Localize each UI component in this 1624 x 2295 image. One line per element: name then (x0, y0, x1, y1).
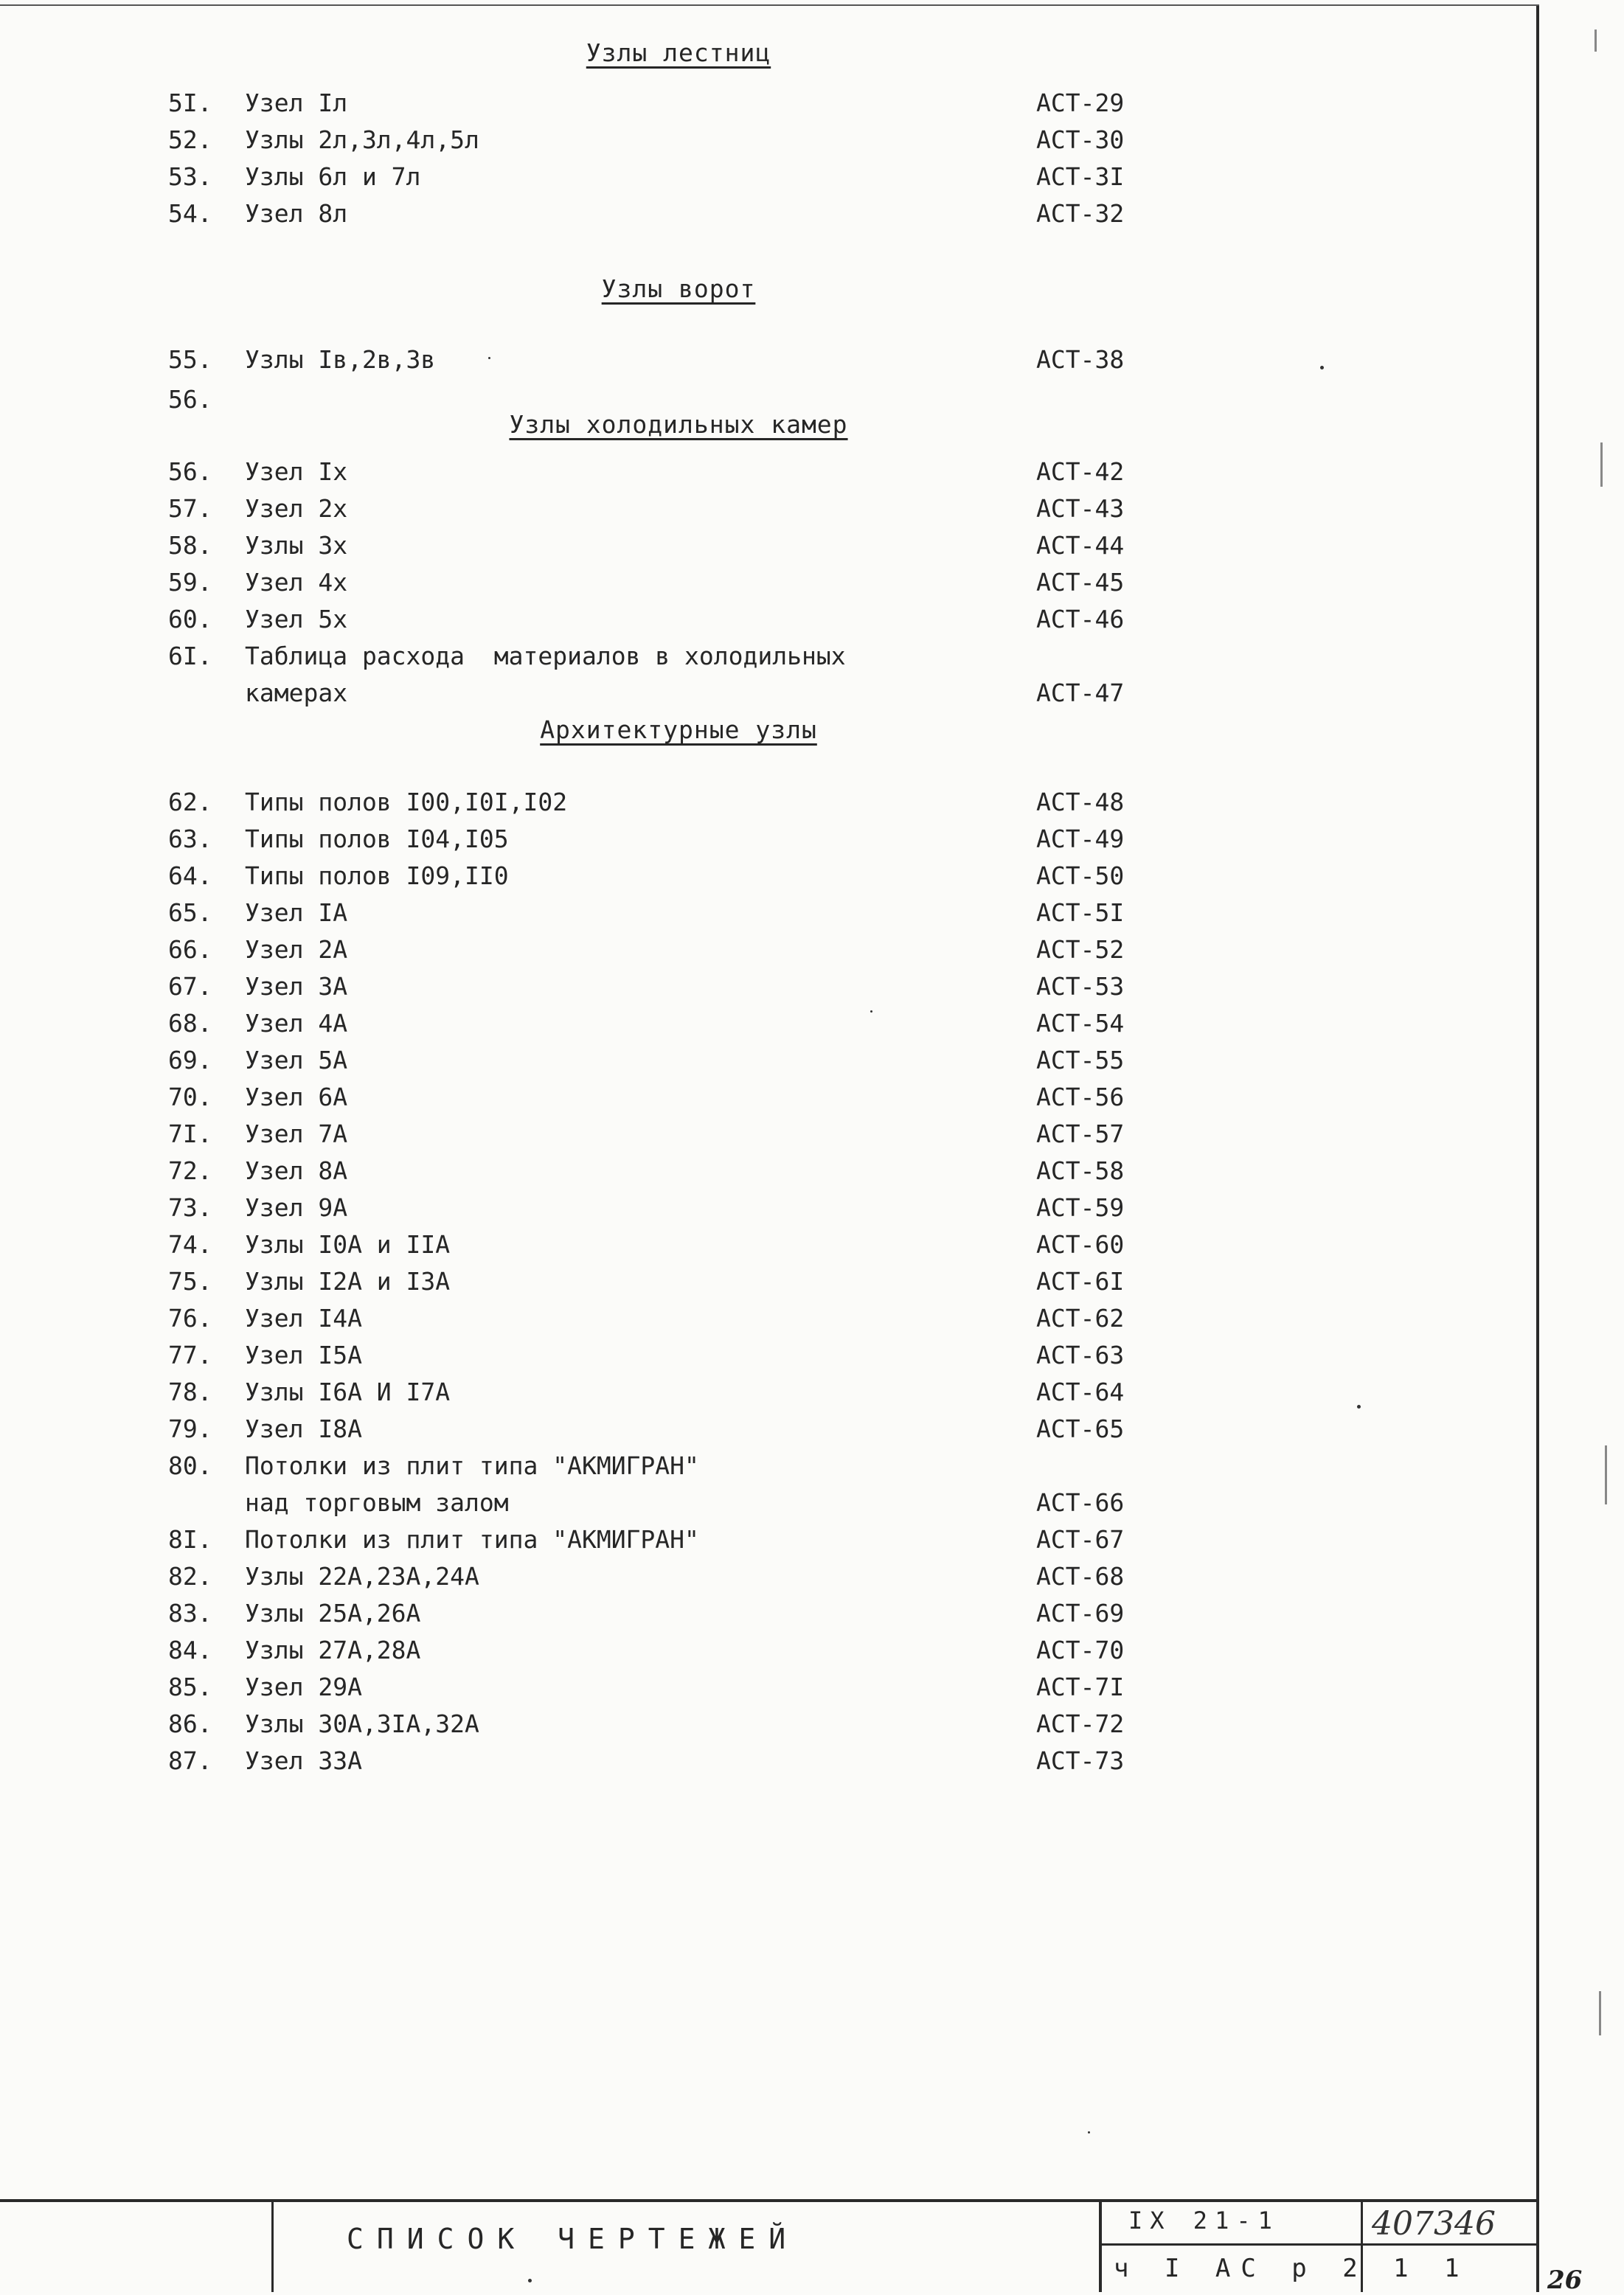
item-number: 59. (168, 568, 212, 597)
item-sheet-code: АСТ-67 (1036, 1525, 1125, 1554)
item-number: 70. (168, 1083, 212, 1111)
item-number: 8I. (168, 1525, 212, 1554)
item-number: 52. (168, 125, 212, 154)
part-code: ч I АС р 2 1 1 (1114, 2254, 1470, 2283)
item-sheet-code: АСТ-55 (1036, 1046, 1125, 1074)
list-item (0, 125, 1536, 162)
list-item (0, 568, 1536, 605)
list-item (0, 642, 1536, 715)
item-title: Узел 29А (245, 1673, 362, 1701)
item-number: 87. (168, 1746, 212, 1775)
list-item (0, 1451, 1536, 1525)
item-sheet-code: АСТ-69 (1036, 1599, 1125, 1628)
item-number: 53. (168, 162, 212, 191)
item-sheet-code: АСТ-68 (1036, 1562, 1125, 1591)
list-item (0, 1746, 1536, 1783)
item-number: 68. (168, 1009, 212, 1038)
item-number: 73. (168, 1193, 212, 1222)
item-number: 66. (168, 935, 212, 964)
item-sheet-code: АСТ-60 (1036, 1230, 1125, 1259)
scan-speck (1320, 366, 1324, 369)
item-title: Узел Iх (245, 457, 348, 486)
item-title: Узлы I0А и IIА (245, 1230, 451, 1259)
item-title: Потолки из плит типа "АКМИГРАН" (245, 1451, 699, 1480)
item-title: Типы полов I09,II0 (245, 861, 509, 890)
item-title: Узлы 22А,23А,24А (245, 1562, 479, 1591)
scan-edge-mark (1600, 442, 1603, 487)
list-item (0, 1599, 1536, 1636)
item-number: 55. (168, 345, 212, 374)
item-number: 65. (168, 898, 212, 927)
item-sheet-code: АСТ-72 (1036, 1709, 1125, 1738)
item-title: Узлы 27А,28А (245, 1636, 421, 1664)
list-item (0, 898, 1536, 935)
list-item (0, 494, 1536, 531)
list-item (0, 199, 1536, 236)
item-sheet-code: АСТ-43 (1036, 494, 1125, 523)
item-sheet-code: АСТ-45 (1036, 568, 1125, 597)
list-item (0, 605, 1536, 642)
list-item (0, 531, 1536, 568)
item-sheet-code: АСТ-49 (1036, 824, 1125, 853)
section-heading-stairs: Узлы лестниц (586, 38, 771, 67)
item-sheet-code: АСТ-73 (1036, 1746, 1125, 1775)
item-title: Узел 6А (245, 1083, 348, 1111)
scan-speck (488, 357, 490, 359)
item-number: 79. (168, 1414, 212, 1443)
item-title: Узел IА (245, 898, 348, 927)
list-item (0, 1193, 1536, 1230)
list-item (0, 457, 1536, 494)
item-title: Узел 2А (245, 935, 348, 964)
item-sheet-code: АСТ-47 (1036, 678, 1125, 707)
list-item (0, 88, 1536, 125)
scan-speck (1088, 2131, 1090, 2133)
item-number: 86. (168, 1709, 212, 1738)
item-title: Узел I4А (245, 1304, 362, 1333)
title-block-top-line (0, 2199, 1539, 2202)
title-block-row-divider (1099, 2243, 1539, 2246)
item-sheet-code: АСТ-63 (1036, 1341, 1125, 1369)
frame-right-line (1536, 6, 1539, 2292)
item-number: 60. (168, 605, 212, 633)
item-title: Узел 5х (245, 605, 348, 633)
list-item (0, 788, 1536, 824)
item-title-continued: над торговым залом (245, 1488, 509, 1517)
scan-speck (1357, 1405, 1361, 1409)
list-item (0, 1009, 1536, 1046)
item-sheet-code: АСТ-5I (1036, 898, 1125, 927)
list-item (0, 1709, 1536, 1746)
item-title: Узлы 6л и 7л (245, 162, 421, 191)
list-item (0, 1525, 1536, 1562)
item-title: Узел 7А (245, 1119, 348, 1148)
item-number: 56. (168, 385, 212, 414)
item-title: Узел Iл (245, 88, 348, 117)
list-item (0, 1267, 1536, 1304)
item-number: 84. (168, 1636, 212, 1664)
item-number: 75. (168, 1267, 212, 1296)
item-sheet-code: АСТ-48 (1036, 788, 1125, 816)
item-sheet-code: АСТ-65 (1036, 1414, 1125, 1443)
scan-edge-mark (1594, 29, 1597, 52)
item-title: Узлы 3х (245, 531, 348, 560)
list-item (0, 1673, 1536, 1709)
item-number: 83. (168, 1599, 212, 1628)
item-number: 74. (168, 1230, 212, 1259)
item-sheet-code: АСТ-3I (1036, 162, 1125, 191)
scan-speck (870, 1010, 872, 1013)
item-number: 64. (168, 861, 212, 890)
item-sheet-code: АСТ-7I (1036, 1673, 1125, 1701)
list-item (0, 1378, 1536, 1414)
item-number: 82. (168, 1562, 212, 1591)
list-item (0, 1156, 1536, 1193)
section-heading-gates: Узлы ворот (601, 274, 756, 303)
item-sheet-code: АСТ-42 (1036, 457, 1125, 486)
item-sheet-code: АСТ-29 (1036, 88, 1125, 117)
item-title: Узел 33А (245, 1746, 362, 1775)
item-title: Типы полов I00,I0I,I02 (245, 788, 568, 816)
item-title: Типы полов I04,I05 (245, 824, 509, 853)
item-title: Узлы 25А,26А (245, 1599, 421, 1628)
scan-edge-mark (1605, 1445, 1607, 1504)
item-title: Потолки из плит типа "АКМИГРАН" (245, 1525, 699, 1554)
title-block-divider (271, 2199, 274, 2292)
item-sheet-code: АСТ-30 (1036, 125, 1125, 154)
item-title: Узел 2х (245, 494, 348, 523)
item-number: 69. (168, 1046, 212, 1074)
item-number: 56. (168, 457, 212, 486)
item-number: 72. (168, 1156, 212, 1185)
item-title: Узел 4х (245, 568, 348, 597)
item-sheet-code: АСТ-46 (1036, 605, 1125, 633)
item-sheet-code: АСТ-62 (1036, 1304, 1125, 1333)
item-number: 57. (168, 494, 212, 523)
item-title: Узел I8А (245, 1414, 362, 1443)
list-item (0, 935, 1536, 972)
title-block (0, 2199, 1539, 2292)
list-item (0, 162, 1536, 199)
item-title: Узлы I2А и I3А (245, 1267, 451, 1296)
item-title: Узел I5А (245, 1341, 362, 1369)
item-number: 6I. (168, 642, 212, 670)
document-title: СПИСОК ЧЕРТЕЖЕЙ (347, 2223, 799, 2255)
item-title: Узлы 2л,3л,4л,5л (245, 125, 479, 154)
item-number: 62. (168, 788, 212, 816)
item-title-continued: камерах (245, 678, 348, 707)
list-item (0, 1636, 1536, 1673)
item-sheet-code: АСТ-44 (1036, 531, 1125, 560)
corner-page-mark: 26 (1547, 2266, 1583, 2295)
item-number: 63. (168, 824, 212, 853)
item-sheet-code: АСТ-64 (1036, 1378, 1125, 1406)
item-title: Узлы I6А И I7А (245, 1378, 451, 1406)
title-block-divider (1099, 2199, 1102, 2292)
item-number: 78. (168, 1378, 212, 1406)
list-item (0, 1562, 1536, 1599)
list-item (0, 345, 1536, 382)
item-number: 67. (168, 972, 212, 1001)
item-title: Узлы Iв,2в,3в (245, 345, 436, 374)
section-heading-cold-rooms: Узлы холодильных камер (509, 410, 848, 439)
series-code: IX 21-1 (1128, 2207, 1280, 2235)
item-number: 5I. (168, 88, 212, 117)
item-sheet-code: АСТ-57 (1036, 1119, 1125, 1148)
item-title: Узел 8л (245, 199, 348, 228)
inventory-number: 407346 (1372, 2205, 1496, 2243)
scan-edge-mark (1599, 1991, 1601, 2035)
list-item (0, 1046, 1536, 1083)
item-title: Узел 8А (245, 1156, 348, 1185)
list-item (0, 824, 1536, 861)
item-title: Узлы 30А,3IА,32А (245, 1709, 479, 1738)
list-item (0, 972, 1536, 1009)
item-title: Узел 4А (245, 1009, 348, 1038)
list-item (0, 1119, 1536, 1156)
list-item (0, 1414, 1536, 1451)
list-item (0, 1304, 1536, 1341)
item-sheet-code: АСТ-58 (1036, 1156, 1125, 1185)
item-sheet-code: АСТ-59 (1036, 1193, 1125, 1222)
section-heading-architectural: Архитектурные узлы (540, 715, 817, 744)
item-title: Узел 9А (245, 1193, 348, 1222)
item-sheet-code: АСТ-70 (1036, 1636, 1125, 1664)
item-number: 7I. (168, 1119, 212, 1148)
item-sheet-code: АСТ-56 (1036, 1083, 1125, 1111)
item-number: 76. (168, 1304, 212, 1333)
item-number: 80. (168, 1451, 212, 1480)
item-sheet-code: АСТ-66 (1036, 1488, 1125, 1517)
item-title: Узел 5А (245, 1046, 348, 1074)
list-item (0, 1083, 1536, 1119)
item-number: 58. (168, 531, 212, 560)
item-number: 54. (168, 199, 212, 228)
item-sheet-code: АСТ-38 (1036, 345, 1125, 374)
item-title: Таблица расхода материалов в холодильных (245, 642, 846, 670)
list-item (0, 1230, 1536, 1267)
item-sheet-code: АСТ-54 (1036, 1009, 1125, 1038)
item-number: 85. (168, 1673, 212, 1701)
item-sheet-code: АСТ-32 (1036, 199, 1125, 228)
item-sheet-code: АСТ-50 (1036, 861, 1125, 890)
item-sheet-code: АСТ-6I (1036, 1267, 1125, 1296)
list-item (0, 1341, 1536, 1378)
list-item (0, 861, 1536, 898)
item-title: Узел 3А (245, 972, 348, 1001)
item-number: 77. (168, 1341, 212, 1369)
item-sheet-code: АСТ-53 (1036, 972, 1125, 1001)
item-sheet-code: АСТ-52 (1036, 935, 1125, 964)
